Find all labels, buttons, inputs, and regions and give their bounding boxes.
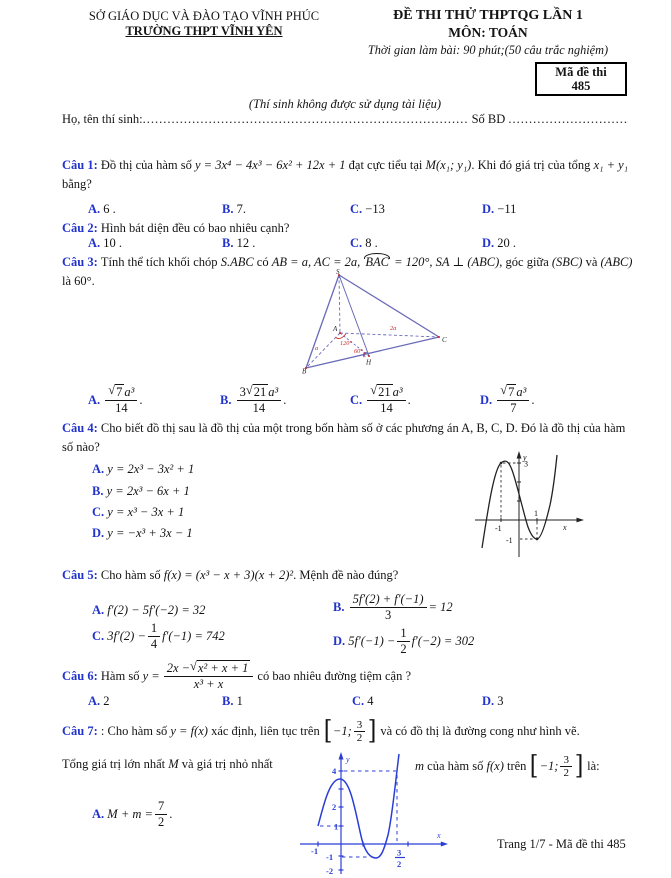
interval-bracket: [ −1; $\frac{3}{2}$ ] [530, 751, 584, 781]
vertex-labels [302, 269, 447, 374]
text-run: Hình bát diện đều có bao nhiêu cạnh? [100, 221, 290, 235]
option-c: C. 8 . [350, 236, 378, 250]
y-axis-label: y [523, 453, 527, 462]
text-run: Câu 4: [62, 421, 101, 435]
text-run: Câu 7: [62, 723, 101, 738]
text-run: Câu 3: [62, 255, 101, 269]
option-c: C. √ 21 a³ 14 . [350, 383, 411, 415]
option-d: D. −11 [482, 202, 517, 216]
text-run: y = 3x⁴ − 4x³ − 6x² + 12x + 1 [195, 158, 349, 172]
exam-code-box [535, 62, 627, 96]
text-run: và [585, 255, 601, 269]
text-run: BAC [365, 255, 389, 269]
frac-den-2: 2 [397, 859, 402, 869]
y-axis-arrow [339, 752, 344, 760]
figure-q7-graph [296, 748, 458, 878]
x-axis-arrow [577, 518, 585, 523]
x-axis-label: x [563, 523, 567, 532]
text-run: . Mệnh đề nào đúng? [293, 568, 399, 582]
x-axis-arrow [441, 842, 448, 847]
text-run: x₁ + y₁ [593, 158, 629, 172]
tick-labels [311, 766, 401, 876]
q7-wrap-left [62, 757, 273, 772]
text-run: (ABC) [600, 255, 633, 269]
axes [475, 455, 580, 557]
exam-subject: MÔN: TOÁN [448, 25, 528, 40]
text-run: bằng? [62, 177, 92, 191]
text-run: của hàm số [427, 758, 487, 773]
option-a: A. 6 . [88, 202, 116, 216]
text-run: đạt cực tiểu tại [348, 158, 426, 172]
question-1 [62, 156, 638, 194]
text-run: và giá trị nhỏ nhất [181, 757, 273, 771]
text-run: : Cho hàm số [100, 723, 171, 738]
exam-title: ĐỀ THI THỬ THPTQG LẦN 1 [393, 8, 583, 23]
option-c: C. y = x³ − 3x + 1 [92, 505, 185, 519]
option-d: D. 20 . [482, 236, 517, 250]
option-a: A. √ 7 a³ 14 . [88, 383, 143, 415]
text-run: , góc giữa [499, 255, 552, 269]
text-run: M [168, 757, 182, 771]
text-run: f(x) [486, 758, 507, 773]
text-run: Cho hàm số [100, 568, 164, 582]
frac-num-3: 3 [397, 847, 402, 858]
text-run: . Khi đó giá trị của tổng [471, 158, 594, 172]
text-run: (SBC) [551, 255, 586, 269]
option-b: B. $\frac{5f'(2) + f'(-1)}{3}$ = 12 [333, 592, 453, 622]
label-side-2a: 2a [390, 325, 397, 332]
tick-minus1-y: -1 [506, 536, 513, 545]
text-run: có [256, 255, 272, 269]
tick-2: 2 [332, 802, 337, 812]
tick-3: 3 [524, 459, 528, 469]
page-footer: Trang 1/7 - Mã đề thi 485 [497, 837, 626, 851]
option-a: A. M + m = $\frac{7}{2}$ . [92, 798, 173, 829]
label-angle-60: 60° [354, 348, 363, 355]
text-run: Câu 2: [62, 221, 101, 235]
interval-bracket: [ −1; $\frac{3}{2}$ ] [323, 716, 377, 746]
label-angle-120: 120° [340, 340, 352, 347]
option-b: B. y = 2x³ − 6x + 1 [92, 484, 190, 498]
header-left [68, 9, 340, 39]
text-run: có bao nhiêu đường tiệm cận ? [257, 668, 412, 683]
text-run: trên [507, 758, 527, 773]
option-c: C. −13 [350, 202, 385, 216]
option-d: D. 5f′(−1) − $\frac{1}{2}$ f′(−2) = 302 [333, 626, 475, 656]
text-run: = 120°, SA ⊥ (ABC) [390, 255, 500, 269]
option-d: D. 3 [482, 694, 504, 708]
text-run: S.ABC [220, 255, 257, 269]
text-run: xác định, liên tục trên [211, 723, 320, 738]
tick-1: 1 [334, 821, 339, 832]
text-run: và có đồ thị là đường cong như hình vẽ. [380, 723, 580, 738]
question-6-options [0, 694, 671, 714]
measure-labels [315, 325, 396, 355]
q6-fraction: 2x − √ x² + x + 1 x³ + x [164, 660, 254, 692]
text-run: Tính thể tích khối chóp [100, 255, 221, 269]
option-a: A. 2 [88, 694, 110, 708]
x-axis-label: x [437, 831, 441, 840]
name-dotted-line: ............................................................................... [142, 112, 469, 126]
text-run: y = [142, 668, 160, 683]
pyramid-edges [306, 275, 439, 368]
no-materials-note: (Thí sinh không được sử dụng tài liệu) [248, 97, 442, 111]
header-department: SỞ GIÁO DỤC VÀ ĐÀO TẠO VĨNH PHÚC [88, 9, 320, 23]
label-c-vertex: C [442, 336, 447, 344]
sbd-dotted-line: ............................. [508, 112, 629, 126]
text-run: Câu 1: [62, 158, 101, 172]
label-a-vertex: A [333, 325, 338, 333]
text-run: AB = a, AC = 2a, [271, 255, 364, 269]
header-right [338, 7, 638, 58]
student-name-line [62, 112, 627, 127]
text-run: Câu 5: [62, 568, 101, 582]
option-b: B. 12 . [222, 236, 256, 250]
option-c: C. 3f′(2) − $\frac{1}{4}$ f′(−1) = 742 [92, 621, 225, 651]
option-b: B. 7. [222, 202, 246, 216]
text-run: là 60°. [62, 274, 95, 288]
option-b: B. 3 √ 21 a³ 14 . [220, 383, 287, 415]
option-a: A. 10 . [88, 236, 123, 250]
vertex-dots [305, 274, 440, 369]
text-run: Hàm số [100, 668, 143, 683]
label-side-a: a [315, 345, 319, 352]
tick-4: 4 [332, 766, 337, 776]
option-d: D. y = −x³ + 3x − 1 [92, 526, 193, 540]
y-axis-arrow [517, 451, 522, 459]
text-run: Đồ thị của hàm số [100, 158, 195, 172]
exam-duration: Thời gian làm bài: 90 phút;(50 câu trắc nghiệm) [367, 43, 609, 57]
header-school: TRƯỜNG THPT VĨNH YÊN [125, 24, 283, 38]
label-h-vertex: H [366, 358, 372, 367]
exam-code-label: Mã đề thi [555, 65, 607, 79]
question-7 [62, 712, 638, 750]
label-b-vertex: B [302, 367, 307, 374]
option-a: A. f′(2) − 5f′(−2) = 32 [92, 603, 206, 617]
option-a: A. y = 2x³ − 3x² + 1 [92, 462, 195, 476]
tick-minus1-x: -1 [311, 846, 319, 856]
text-run: f(x) = (x³ − x + 3)(x + 2)² [163, 568, 294, 582]
option-d: D. √ 7 a³ 7 . [480, 383, 535, 415]
text-run: là: [587, 758, 600, 773]
text-run: y = f(x) [170, 723, 212, 738]
tick-1: 1 [534, 509, 538, 518]
tick-minus1: -1 [326, 852, 334, 862]
label-s: S [336, 269, 340, 276]
y-axis-label: y [346, 755, 350, 764]
function-curve [318, 754, 402, 858]
figure-cubic-graph [472, 449, 607, 563]
text-run: m [415, 758, 428, 773]
text-run: Câu 6: [62, 668, 101, 683]
student-name-label: Họ, tên thí sinh: [62, 112, 143, 126]
tick-minus1-x: -1 [495, 524, 502, 533]
question-5 [62, 566, 638, 585]
text-run: Cho biết đồ thị sau là đồ thị của một trong bốn hàm số ở các phương án A, B, C, D. Đó là đồ thị của hàm số nào? [62, 421, 626, 454]
question-3-options [0, 384, 671, 418]
question-6 [62, 655, 638, 697]
text-run: Tổng giá trị lớn nhất [62, 757, 169, 771]
exam-code: 485 [571, 79, 591, 93]
option-c: C. 4 [352, 694, 374, 708]
tick-minus2: -2 [326, 866, 334, 876]
sbd-label: Số BD [471, 112, 506, 126]
text-run: M(x₁; y₁) [425, 158, 472, 172]
figure-pyramid [293, 269, 458, 374]
option-b: B. 1 [222, 694, 243, 708]
